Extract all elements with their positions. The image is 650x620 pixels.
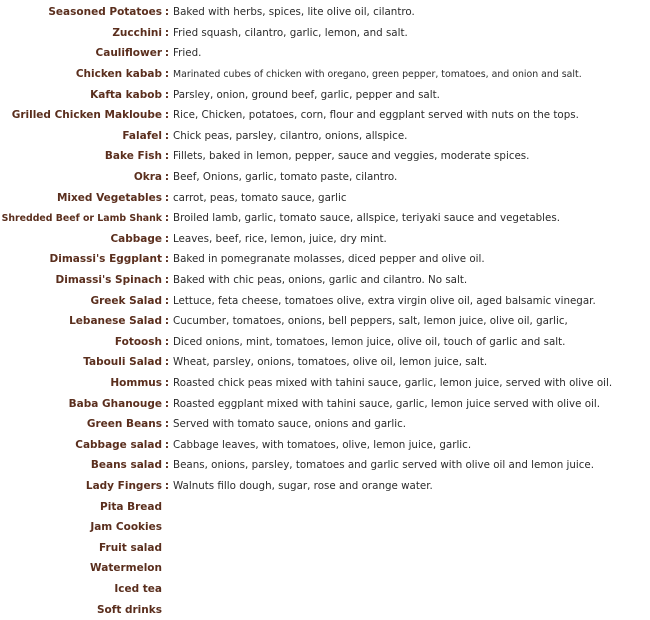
menu-item-name: Lebanese Salad — [69, 315, 162, 328]
menu-item-description: Cucumber, tomatoes, onions, bell peppers, salt, lemon juice, olive oil, garlic, — [173, 315, 568, 328]
menu-item-description: Leaves, beef, rice, lemon, juice, dry mint. — [173, 232, 387, 245]
menu-item — [0, 476, 650, 497]
menu-item-name: Cauliflower — [95, 47, 162, 60]
extra-item — [0, 599, 650, 620]
separator: : — [164, 459, 170, 472]
menu-item-description: Baked with chic peas, onions, garlic and cilantro. No salt. — [173, 274, 468, 287]
menu-item-description: Roasted eggplant mixed with tahini sauce, garlic, lemon juice served with olive oil. — [173, 397, 601, 410]
menu-item-name: Cabbage salad — [75, 438, 162, 451]
menu-item — [0, 84, 650, 105]
menu-item-name: Mixed Vegetables — [56, 191, 162, 204]
extra-item — [0, 579, 650, 600]
separator: : — [164, 191, 170, 204]
menu-item-name: Zucchini — [112, 26, 162, 39]
menu-item-name: Baba Ghanouge — [68, 397, 162, 410]
separator: : — [164, 397, 170, 410]
menu-item — [0, 105, 650, 126]
separator: : — [164, 68, 170, 81]
menu-item-name: Lady Fingers — [85, 479, 162, 492]
menu-item-name: Fotoosh — [114, 335, 162, 348]
menu-item-name: Cabbage — [110, 232, 162, 245]
menu-item-name: Okra — [133, 171, 162, 184]
menu-item-description: Wheat, parsley, onions, tomatoes, olive oil, lemon juice, salt. — [173, 356, 488, 369]
separator: : — [164, 274, 170, 287]
menu-item-description: Rice, Chicken, potatoes, corn, flour and eggplant served with nuts on the tops. — [173, 109, 579, 122]
menu-item — [0, 187, 650, 208]
separator: : — [164, 232, 170, 245]
separator: : — [164, 26, 170, 39]
separator: : — [164, 129, 170, 142]
separator: : — [164, 253, 170, 266]
extra-item-name: Soft drinks — [96, 603, 162, 616]
menu-item-description: Cabbage leaves, with tomatoes, olive, lemon juice, garlic. — [173, 438, 472, 451]
menu-item — [0, 249, 650, 270]
extra-item-name: Pita Bread — [100, 500, 162, 513]
extra-item-name: Watermelon — [90, 562, 162, 575]
menu-item — [0, 393, 650, 414]
menu-item — [0, 352, 650, 373]
separator: : — [164, 356, 170, 369]
menu-item — [0, 373, 650, 394]
menu-item-name: Dimassi's Eggplant — [49, 253, 162, 266]
menu-item-name: Bake Fish — [104, 150, 162, 163]
menu-item-name: Dimassi's Spinach — [55, 274, 162, 287]
menu-item-description: Diced onions, mint, tomatoes, lemon juice, olive oil, touch of garlic and salt. — [173, 335, 566, 348]
extra-item — [0, 558, 650, 579]
menu-item-name: Tabouli Salad — [83, 356, 162, 369]
separator: : — [164, 88, 170, 101]
menu-item-description: Walnuts fillo dough, sugar, rose and orange water. — [173, 479, 433, 492]
menu-item-description: Marinated cubes of chicken with oregano, green pepper, tomatoes, and onion and salt. — [173, 68, 582, 80]
menu-item-description: Served with tomato sauce, onions and garlic. — [173, 418, 407, 431]
menu-item — [0, 311, 650, 332]
menu-item-description: Beans, onions, parsley, tomatoes and garlic served with olive oil and lemon juice. — [173, 459, 595, 472]
menu-item-name: Shredded Beef or Lamb Shank — [1, 212, 162, 224]
menu-item-description: Fillets, baked in lemon, pepper, sauce and veggies, moderate spices. — [173, 150, 530, 163]
extra-item-name: Fruit salad — [99, 541, 162, 554]
menu-item-name: Green Beans — [86, 418, 162, 431]
menu-item-description: carrot, peas, tomato sauce, garlic — [173, 191, 347, 204]
menu-item — [0, 167, 650, 188]
separator: : — [164, 418, 170, 431]
separator: : — [164, 294, 170, 307]
menu-item-description: Broiled lamb, garlic, tomato sauce, allspice, teriyaki sauce and vegetables. — [173, 212, 560, 225]
menu-list — [0, 2, 650, 620]
separator: : — [164, 479, 170, 492]
separator: : — [164, 335, 170, 348]
menu-item-description: Beef, Onions, garlic, tomato paste, cilantro. — [173, 171, 398, 184]
separator: : — [164, 6, 170, 19]
menu-item — [0, 229, 650, 250]
menu-item-description: Parsley, onion, ground beef, garlic, pepper and salt. — [173, 88, 440, 101]
menu-item — [0, 23, 650, 44]
menu-item — [0, 290, 650, 311]
menu-item-name: Beans salad — [90, 459, 162, 472]
separator: : — [164, 109, 170, 122]
separator: : — [164, 150, 170, 163]
menu-item-name: Falafel — [122, 129, 162, 142]
extra-item — [0, 537, 650, 558]
menu-item — [0, 208, 650, 229]
menu-item-description: Baked with herbs, spices, lite olive oil, cilantro. — [173, 6, 415, 19]
menu-item — [0, 270, 650, 291]
menu-item-name: Grilled Chicken Makloube — [11, 109, 162, 122]
menu-item-description: Lettuce, feta cheese, tomatoes olive, extra virgin olive oil, aged balsamic vinegar. — [173, 294, 596, 307]
separator: : — [164, 171, 170, 184]
menu-item-name: Chicken kabab — [75, 68, 162, 81]
menu-item-name: Seasoned Potatoes — [48, 6, 162, 19]
menu-item-name: Greek Salad — [90, 294, 162, 307]
menu-item — [0, 414, 650, 435]
menu-item — [0, 2, 650, 23]
menu-item — [0, 455, 650, 476]
menu-item-description: Fried. — [173, 47, 202, 60]
menu-item — [0, 43, 650, 64]
separator: : — [164, 47, 170, 60]
separator: : — [164, 315, 170, 328]
menu-item-description: Baked in pomegranate molasses, diced pepper and olive oil. — [173, 253, 485, 266]
separator: : — [164, 376, 170, 389]
menu-item — [0, 64, 650, 85]
separator: : — [164, 438, 170, 451]
menu-item-description: Chick peas, parsley, cilantro, onions, allspice. — [173, 129, 408, 142]
menu-item-description: Roasted chick peas mixed with tahini sauce, garlic, lemon juice, served with olive oil. — [173, 376, 613, 389]
extra-item — [0, 496, 650, 517]
menu-item — [0, 332, 650, 353]
separator: : — [164, 212, 170, 225]
menu-item — [0, 146, 650, 167]
menu-item — [0, 434, 650, 455]
menu-item-name: Hommus — [110, 376, 162, 389]
extra-item — [0, 517, 650, 538]
menu-item — [0, 126, 650, 147]
menu-item-name: Kafta kabob — [90, 88, 162, 101]
extra-item-name: Iced tea — [114, 582, 162, 595]
menu-item-description: Fried squash, cilantro, garlic, lemon, and salt. — [173, 26, 408, 39]
extra-item-name: Jam Cookies — [90, 521, 162, 534]
